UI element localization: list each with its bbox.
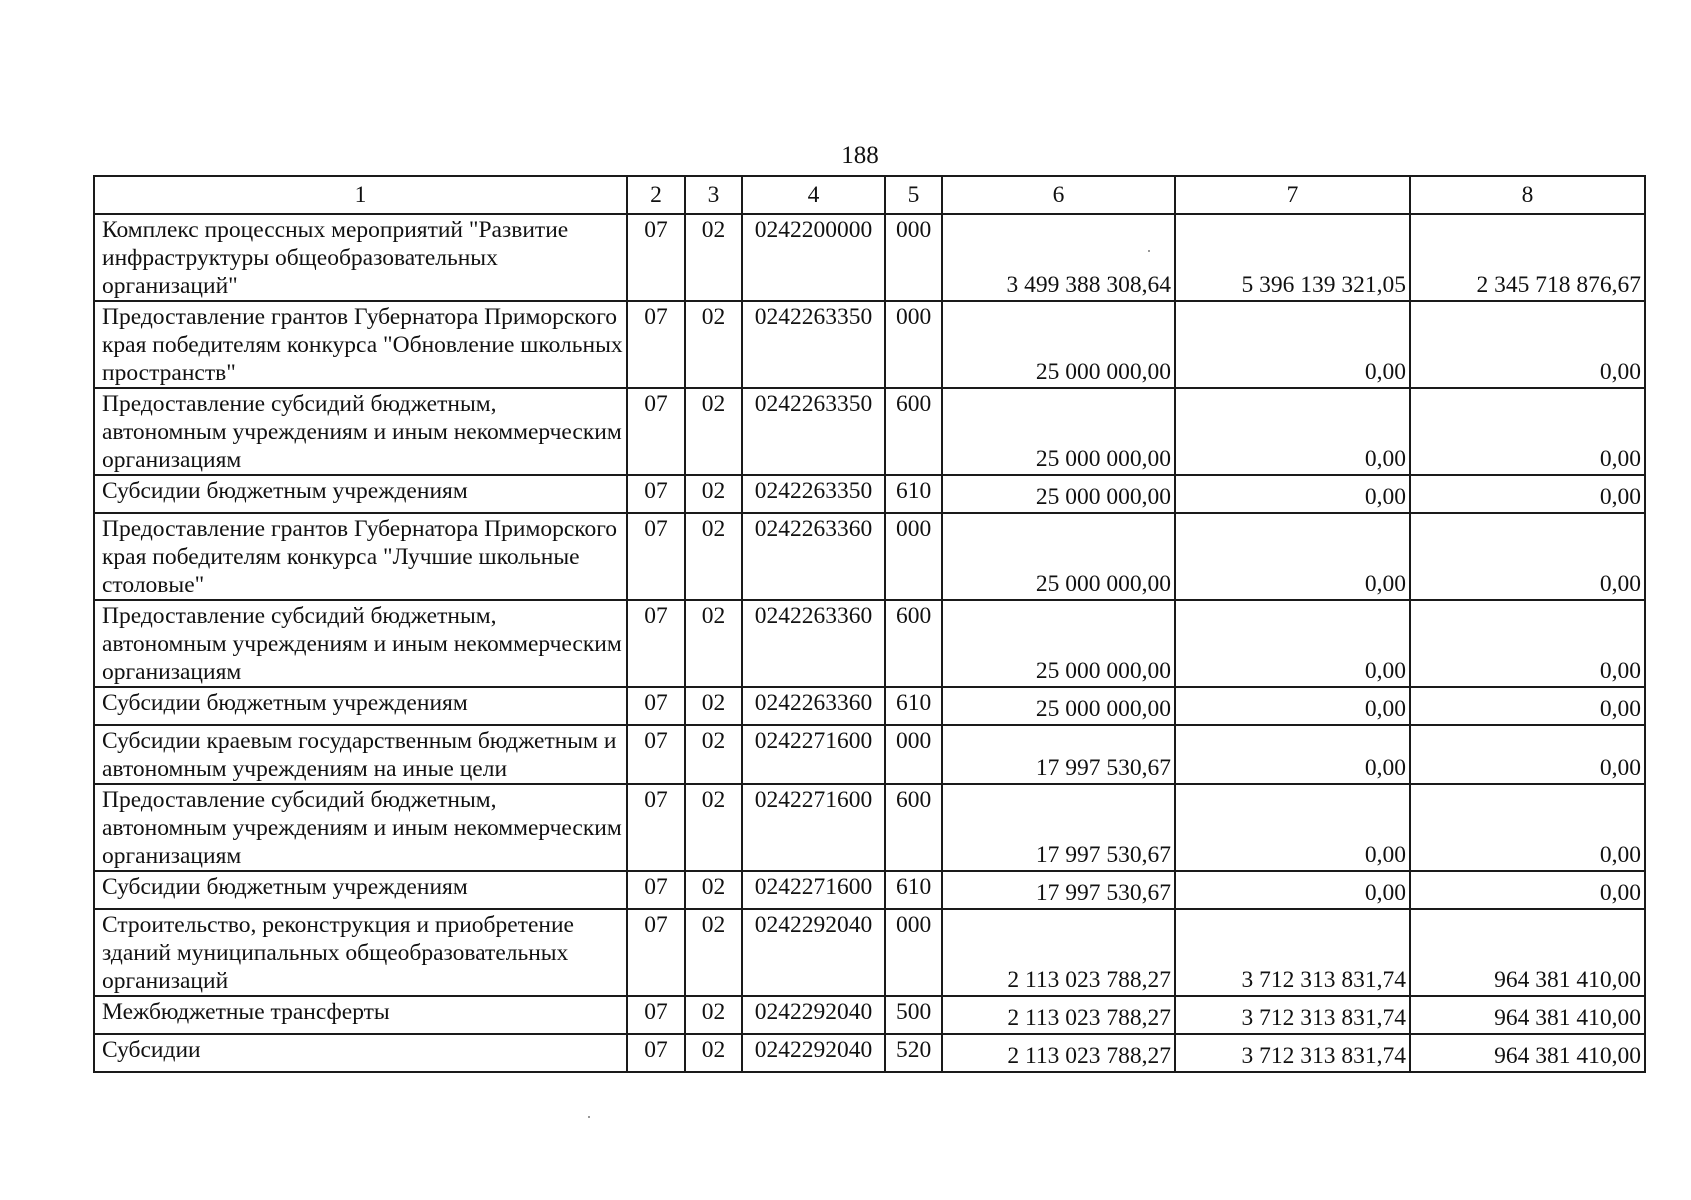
- target-article-code: 0242263360: [742, 687, 885, 725]
- amount-year-3: 0,00: [1410, 301, 1645, 388]
- expense-type-code: 600: [885, 388, 942, 475]
- section-code: 07: [627, 475, 685, 513]
- item-name: Предоставление субсидий бюджетным, автономным учреждениям и иным некоммерческим организациям: [94, 784, 627, 871]
- subsection-code: 02: [685, 784, 742, 871]
- item-name: Субсидии бюджетным учреждениям: [94, 871, 627, 909]
- table-row: [94, 214, 1645, 301]
- target-article-code: 0242263350: [742, 301, 885, 388]
- amount-year-2: 3 712 313 831,74: [1175, 909, 1410, 996]
- section-code: 07: [627, 600, 685, 687]
- amount-year-1: 17 997 530,67: [942, 725, 1175, 784]
- target-article-code: 0242271600: [742, 871, 885, 909]
- amount-year-1: 25 000 000,00: [942, 301, 1175, 388]
- section-code: 07: [627, 214, 685, 301]
- amount-year-3: 0,00: [1410, 784, 1645, 871]
- amount-year-1: 17 997 530,67: [942, 871, 1175, 909]
- item-name: Строительство, реконструкция и приобретение зданий муниципальных общеобразовательных организаций: [94, 909, 627, 996]
- expense-type-code: 000: [885, 909, 942, 996]
- amount-year-3: 0,00: [1410, 475, 1645, 513]
- amount-year-2: 0,00: [1175, 475, 1410, 513]
- subsection-code: 02: [685, 909, 742, 996]
- item-name: Субсидии бюджетным учреждениям: [94, 687, 627, 725]
- section-code: 07: [627, 301, 685, 388]
- expense-type-code: 520: [885, 1034, 942, 1072]
- subsection-code: 02: [685, 475, 742, 513]
- column-header-2: 2: [627, 176, 685, 214]
- subsection-code: 02: [685, 1034, 742, 1072]
- table-row: [94, 871, 1645, 909]
- table-row: [94, 301, 1645, 388]
- subsection-code: 02: [685, 600, 742, 687]
- subsection-code: 02: [685, 513, 742, 600]
- subsection-code: 02: [685, 388, 742, 475]
- scan-speck: [1148, 250, 1150, 252]
- subsection-code: 02: [685, 996, 742, 1034]
- page-number: 188: [841, 142, 879, 169]
- table-row: [94, 600, 1645, 687]
- item-name: Предоставление грантов Губернатора Приморского края победителям конкурса "Лучшие школьные столовые": [94, 513, 627, 600]
- target-article-code: 0242292040: [742, 1034, 885, 1072]
- column-header-3: 3: [685, 176, 742, 214]
- item-name: Предоставление субсидий бюджетным, автономным учреждениям и иным некоммерческим организациям: [94, 388, 627, 475]
- table-row: [94, 784, 1645, 871]
- section-code: 07: [627, 1034, 685, 1072]
- target-article-code: 0242271600: [742, 725, 885, 784]
- amount-year-2: 0,00: [1175, 301, 1410, 388]
- amount-year-3: 964 381 410,00: [1410, 909, 1645, 996]
- amount-year-1: 25 000 000,00: [942, 687, 1175, 725]
- amount-year-3: 0,00: [1410, 600, 1645, 687]
- amount-year-3: 0,00: [1410, 388, 1645, 475]
- subsection-code: 02: [685, 687, 742, 725]
- budget-table: [93, 175, 1646, 1073]
- table-header: [94, 176, 1645, 214]
- expense-type-code: 000: [885, 725, 942, 784]
- table-row: [94, 996, 1645, 1034]
- amount-year-3: 2 345 718 876,67: [1410, 214, 1645, 301]
- table-row: [94, 909, 1645, 996]
- target-article-code: 0242263360: [742, 513, 885, 600]
- item-name: Предоставление субсидий бюджетным, автономным учреждениям и иным некоммерческим организациям: [94, 600, 627, 687]
- amount-year-2: 0,00: [1175, 725, 1410, 784]
- amount-year-3: 0,00: [1410, 725, 1645, 784]
- amount-year-1: 2 113 023 788,27: [942, 1034, 1175, 1072]
- subsection-code: 02: [685, 871, 742, 909]
- amount-year-1: 2 113 023 788,27: [942, 996, 1175, 1034]
- amount-year-3: 0,00: [1410, 513, 1645, 600]
- amount-year-3: 0,00: [1410, 687, 1645, 725]
- column-header-8: 8: [1410, 176, 1645, 214]
- column-header-7: 7: [1175, 176, 1410, 214]
- target-article-code: 0242292040: [742, 909, 885, 996]
- amount-year-2: 0,00: [1175, 513, 1410, 600]
- section-code: 07: [627, 388, 685, 475]
- header-row: [94, 176, 1645, 214]
- amount-year-2: 0,00: [1175, 600, 1410, 687]
- section-code: 07: [627, 784, 685, 871]
- expense-type-code: 610: [885, 687, 942, 725]
- table-row: [94, 513, 1645, 600]
- item-name: Предоставление грантов Губернатора Приморского края победителям конкурса "Обновление школьных пространств": [94, 301, 627, 388]
- table-body: [94, 214, 1645, 1072]
- section-code: 07: [627, 725, 685, 784]
- expense-type-code: 000: [885, 513, 942, 600]
- amount-year-1: 25 000 000,00: [942, 388, 1175, 475]
- subsection-code: 02: [685, 214, 742, 301]
- target-article-code: 0242263350: [742, 475, 885, 513]
- amount-year-2: 0,00: [1175, 871, 1410, 909]
- column-header-5: 5: [885, 176, 942, 214]
- column-header-6: 6: [942, 176, 1175, 214]
- amount-year-3: 0,00: [1410, 871, 1645, 909]
- expense-type-code: 000: [885, 301, 942, 388]
- section-code: 07: [627, 909, 685, 996]
- amount-year-1: 25 000 000,00: [942, 475, 1175, 513]
- amount-year-1: 17 997 530,67: [942, 784, 1175, 871]
- amount-year-1: 25 000 000,00: [942, 600, 1175, 687]
- section-code: 07: [627, 871, 685, 909]
- item-name: Комплекс процессных мероприятий "Развитие инфраструктуры общеобразовательных организаций": [94, 214, 627, 301]
- section-code: 07: [627, 687, 685, 725]
- amount-year-2: 0,00: [1175, 784, 1410, 871]
- amount-year-1: 2 113 023 788,27: [942, 909, 1175, 996]
- column-header-4: 4: [742, 176, 885, 214]
- amount-year-1: 25 000 000,00: [942, 513, 1175, 600]
- target-article-code: 0242263350: [742, 388, 885, 475]
- amount-year-3: 964 381 410,00: [1410, 1034, 1645, 1072]
- expense-type-code: 500: [885, 996, 942, 1034]
- target-article-code: 0242263360: [742, 600, 885, 687]
- table-row: [94, 475, 1645, 513]
- section-code: 07: [627, 996, 685, 1034]
- amount-year-2: 3 712 313 831,74: [1175, 996, 1410, 1034]
- amount-year-1: 3 499 388 308,64: [942, 214, 1175, 301]
- expense-type-code: 610: [885, 475, 942, 513]
- subsection-code: 02: [685, 301, 742, 388]
- table-row: [94, 725, 1645, 784]
- section-code: 07: [627, 513, 685, 600]
- expense-type-code: 600: [885, 600, 942, 687]
- table-row: [94, 687, 1645, 725]
- item-name: Субсидии бюджетным учреждениям: [94, 475, 627, 513]
- target-article-code: 0242200000: [742, 214, 885, 301]
- target-article-code: 0242271600: [742, 784, 885, 871]
- expense-type-code: 000: [885, 214, 942, 301]
- table-row: [94, 388, 1645, 475]
- expense-type-code: 610: [885, 871, 942, 909]
- subsection-code: 02: [685, 725, 742, 784]
- amount-year-2: 3 712 313 831,74: [1175, 1034, 1410, 1072]
- amount-year-2: 0,00: [1175, 388, 1410, 475]
- item-name: Межбюджетные трансферты: [94, 996, 627, 1034]
- column-header-1: 1: [94, 176, 627, 214]
- amount-year-2: 0,00: [1175, 687, 1410, 725]
- scan-speck: [588, 1116, 590, 1118]
- item-name: Субсидии краевым государственным бюджетным и автономным учреждениям на иные цели: [94, 725, 627, 784]
- amount-year-3: 964 381 410,00: [1410, 996, 1645, 1034]
- expense-type-code: 600: [885, 784, 942, 871]
- target-article-code: 0242292040: [742, 996, 885, 1034]
- amount-year-2: 5 396 139 321,05: [1175, 214, 1410, 301]
- table-row: [94, 1034, 1645, 1072]
- item-name: Субсидии: [94, 1034, 627, 1072]
